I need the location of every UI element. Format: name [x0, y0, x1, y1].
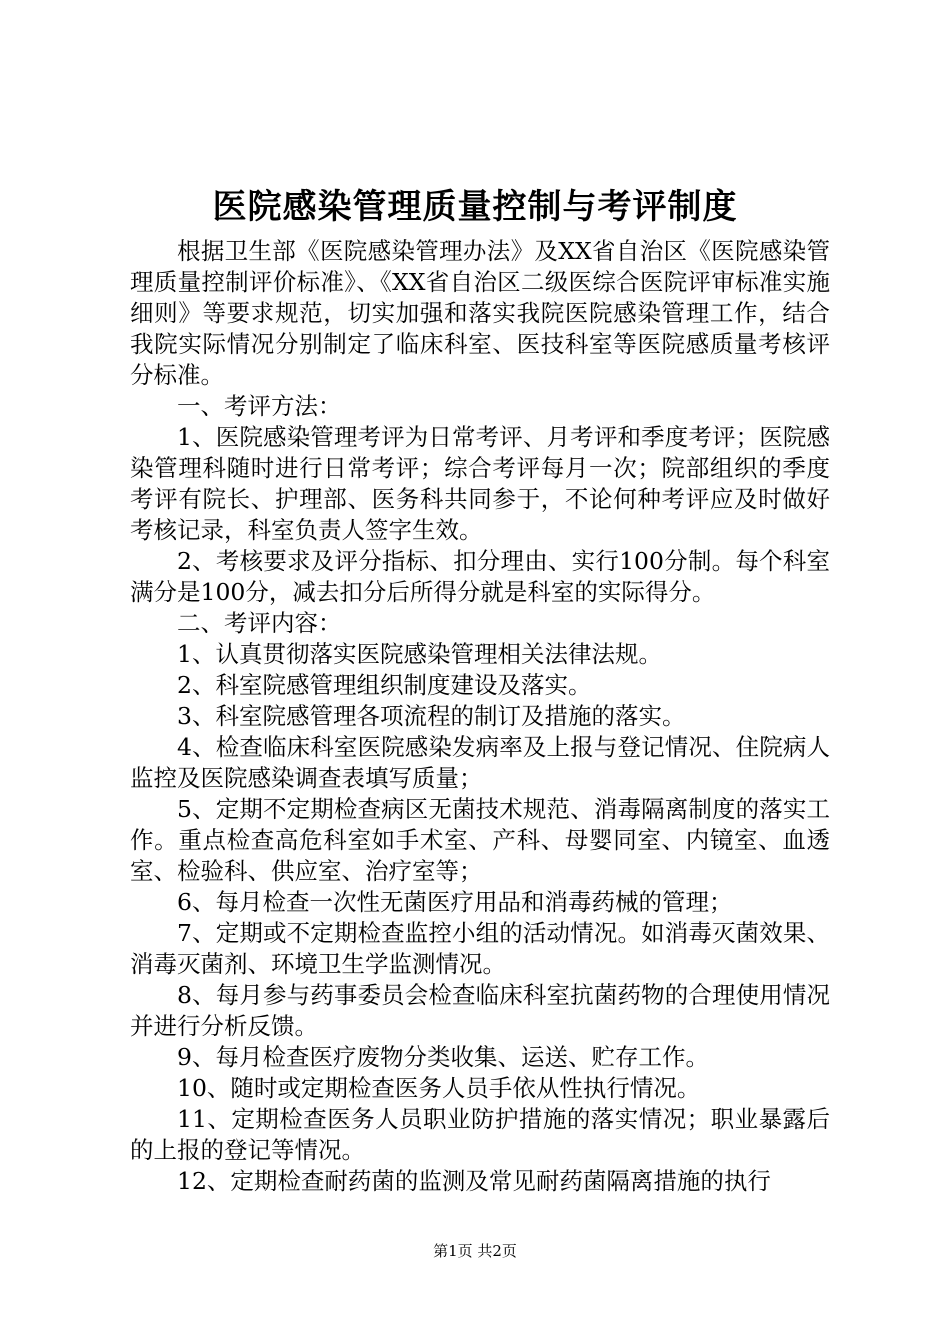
paragraph: 1、医院感染管理考评为日常考评、月考评和季度考评；医院感染管理科随时进行日常考评；综合考评每月一次；院部组织的季度考评有院长、护理部、医务科共同参于，不论何种考评应及时做好考核记录，科室负责人签字生效。 — [130, 423, 830, 544]
paragraph: 2、考核要求及评分指标、扣分理由、实行100分制。每个科室满分是100分，减去扣分后所得分就是科室的实际得分。 — [130, 547, 830, 606]
document-title: 医院感染管理质量控制与考评制度 — [212, 187, 738, 227]
list-item: 4、检查临床科室医院感染发病率及上报与登记情况、住院病人监控及医院感染调查表填写质量； — [130, 733, 830, 792]
list-item: 1、认真贯彻落实医院感染管理相关法律法规。 — [177, 640, 662, 668]
list-item: 8、每月参与药事委员会检查临床科室抗菌药物的合理使用情况并进行分析反馈。 — [130, 981, 830, 1040]
list-item: 11、定期检查医务人员职业防护措施的落实情况；职业暴露后的上报的登记等情况。 — [130, 1105, 830, 1164]
list-item: 7、定期或不定期检查监控小组的活动情况。如消毒灭菌效果、消毒灭菌剂、环境卫生学监测情况。 — [130, 919, 830, 978]
list-item: 6、每月检查一次性无菌医疗用品和消毒药械的管理； — [177, 888, 733, 916]
list-item: 5、定期不定期检查病区无菌技术规范、消毒隔离制度的落实工作。重点检查高危科室如手术室、产科、母婴同室、内镜室、血透室、检验科、供应室、治疗室等； — [130, 795, 830, 885]
list-item: 9、每月检查医疗废物分类收集、运送、贮存工作。 — [177, 1043, 709, 1071]
list-item: 2、科室院感管理组织制度建设及落实。 — [177, 671, 592, 699]
page-number-footer: 第1页 共2页 — [433, 1242, 517, 1260]
paragraph-intro: 根据卫生部《医院感染管理办法》及XX省自治区《医院感染管理质量控制评价标准》、《XX省自治区二级医综合医院评审标准实施细则》等要求规范，切实加强和落实我院医院感染管理工作，结合我院实际情况分别制定了临床科室、医技科室等医院感质量考核评分标准。 — [130, 237, 830, 389]
section-heading-content: 二、考评内容： — [177, 609, 342, 637]
section-heading-method: 一、考评方法： — [177, 392, 342, 420]
document-body — [130, 236, 830, 1197]
list-item: 10、随时或定期检查医务人员手依从性执行情况。 — [177, 1074, 701, 1102]
list-item: 3、科室院感管理各项流程的制订及措施的落实。 — [177, 702, 686, 730]
list-item: 12、定期检查耐药菌的监测及常见耐药菌隔离措施的执行 — [177, 1167, 771, 1195]
